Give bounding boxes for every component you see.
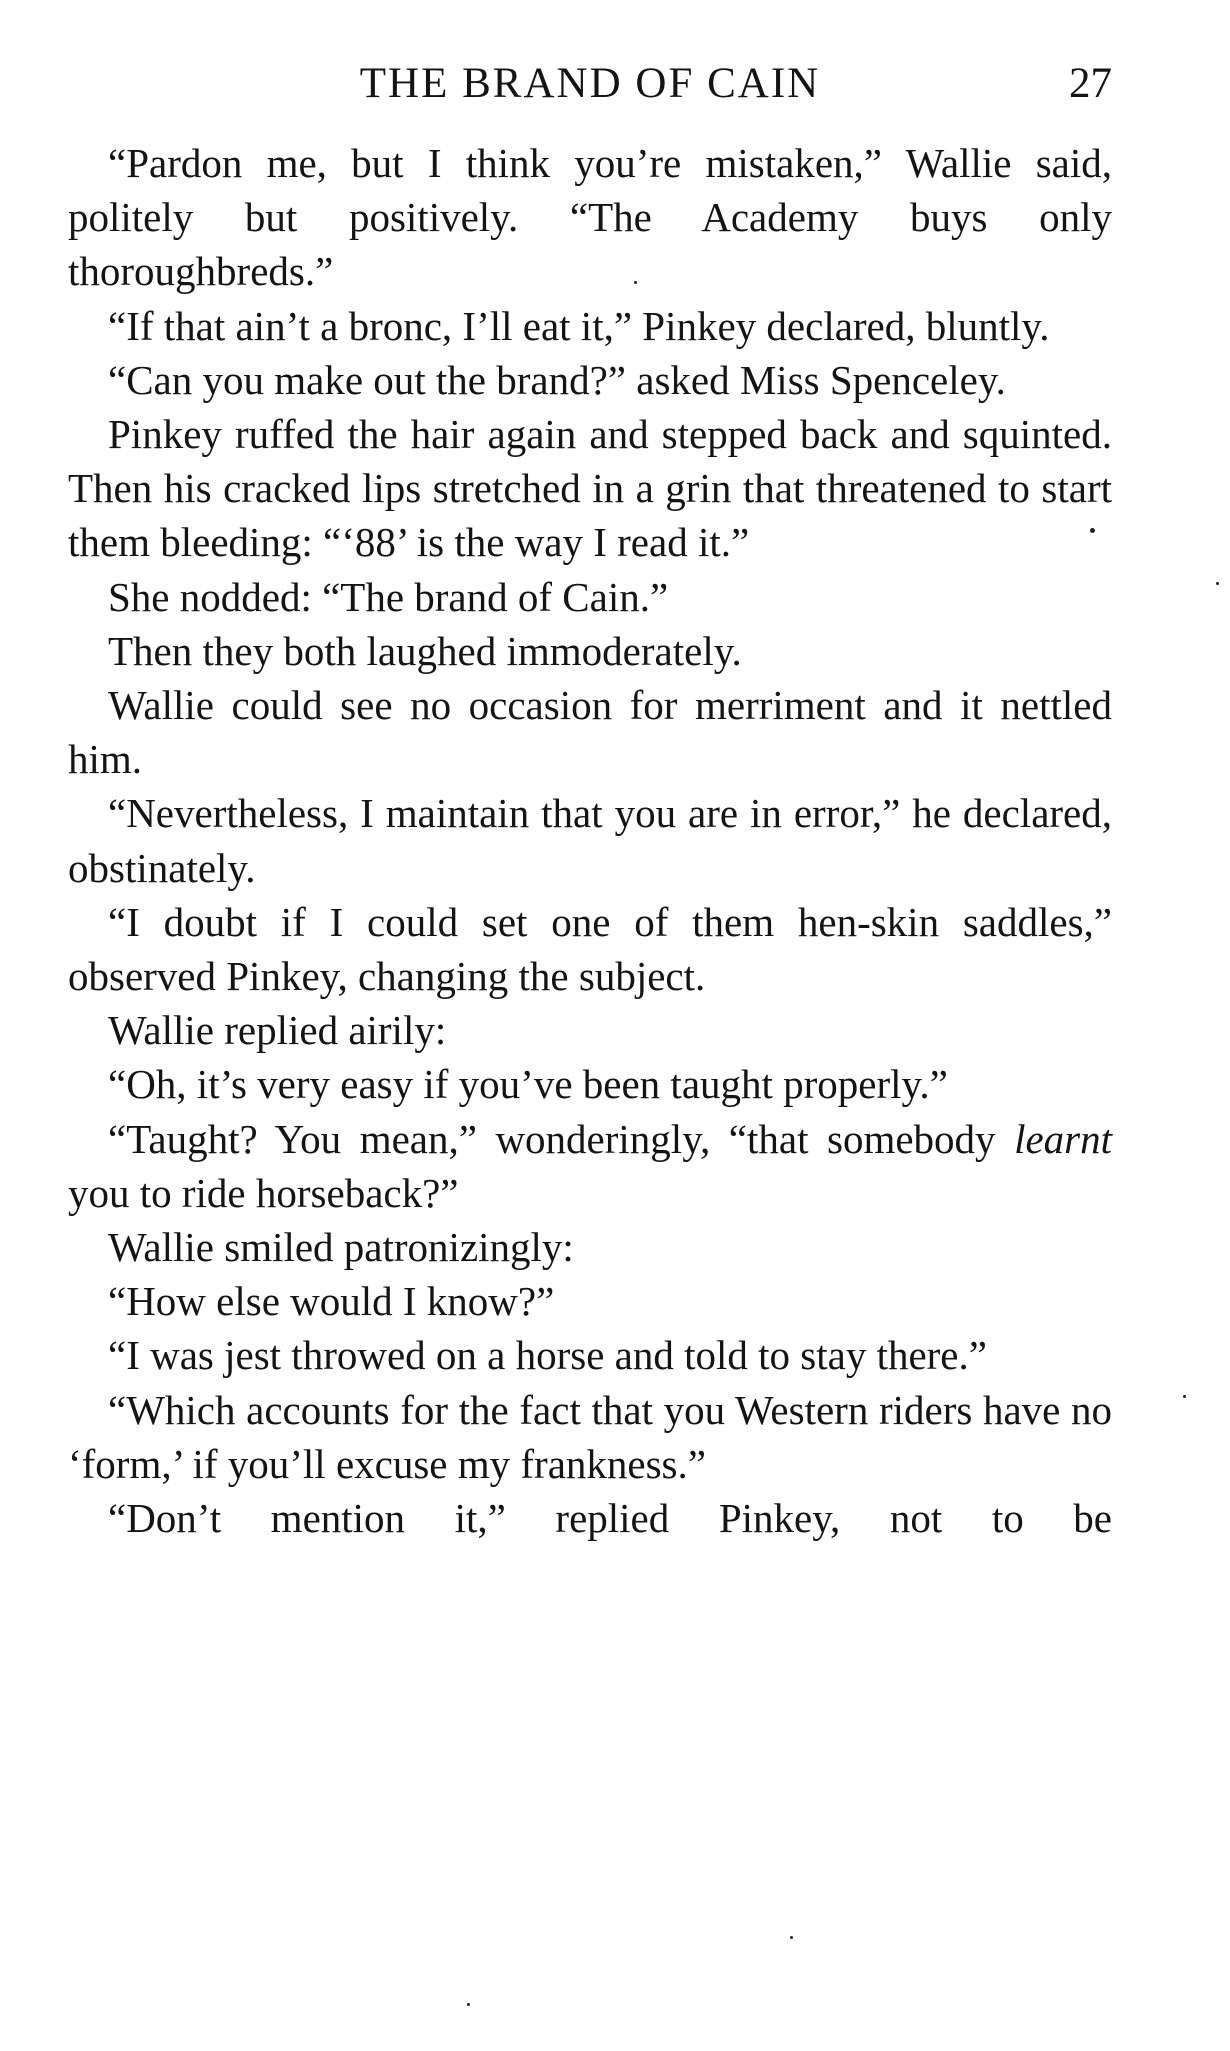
paragraph <box>68 678 1112 786</box>
print-speck <box>1183 1395 1186 1398</box>
paragraph <box>68 1274 1112 1328</box>
paragraph-text: “Which accounts for the fact that you Western riders have no ‘form,’ if you’ll excuse my frankness.” <box>68 1386 1112 1487</box>
print-speck <box>1216 582 1219 585</box>
paragraph-text: “Pardon me, but I think you’re mistaken,” Wallie said, politely but positively. “The Academy buys only thoroughbreds.” <box>68 140 1112 295</box>
italic-text: learnt <box>1014 1115 1112 1162</box>
paragraph <box>68 299 1112 353</box>
print-speck <box>634 281 637 284</box>
paragraph-text: Then they both laughed immoderately. <box>108 627 742 674</box>
paragraph <box>68 624 1112 678</box>
running-title: THE BRAND OF CAIN <box>359 60 821 107</box>
paragraph <box>68 1383 1112 1491</box>
paragraph <box>68 786 1112 894</box>
print-speck <box>1090 528 1095 533</box>
paragraph-text: “Taught? You mean,” wonderingly, “that somebody <box>108 1115 1015 1162</box>
paragraph <box>68 136 1112 299</box>
paragraph <box>68 1003 1112 1057</box>
paragraph <box>68 895 1112 1003</box>
paragraph-text: “I was jest throwed on a horse and told to stay there.” <box>108 1332 987 1379</box>
paragraph-text: “Can you make out the brand?” asked Miss Spenceley. <box>108 356 1006 403</box>
print-speck <box>467 2003 470 2006</box>
page-header <box>68 54 1112 114</box>
paragraph <box>68 1112 1112 1220</box>
paragraph-text: Wallie replied airily: <box>108 1007 447 1054</box>
paragraph <box>68 353 1112 407</box>
paragraph-text: “Don’t mention it,” replied Pinkey, not to be <box>108 1495 1112 1542</box>
paragraph-text: “Oh, it’s very easy if you’ve been taught properly.” <box>108 1061 948 1108</box>
paragraph <box>68 1328 1112 1382</box>
paragraph-text: She nodded: “The brand of Cain.” <box>108 573 669 620</box>
print-speck <box>790 1936 793 1939</box>
paragraph-text: Pinkey ruffed the hair again and stepped back and squinted. Then his cracked lips stretched in a grin that threatened to start them bleeding: “‘88’ is the way I read it.” <box>68 411 1112 566</box>
paragraph-text: “How else would I know?” <box>108 1278 555 1325</box>
paragraph <box>68 1057 1112 1111</box>
paragraph-text: you to ride horseback?” <box>68 1169 459 1216</box>
paragraph-text: Wallie could see no occasion for merriment and it nettled him. <box>68 682 1112 783</box>
paragraph <box>68 1491 1112 1545</box>
paragraph-text: Wallie smiled patronizingly: <box>108 1224 574 1271</box>
paragraph-text: “Nevertheless, I maintain that you are in error,” he declared, obstinately. <box>68 790 1112 891</box>
page-number: 27 <box>1069 60 1112 107</box>
paragraph <box>68 1220 1112 1274</box>
paragraph <box>68 570 1112 624</box>
paragraph-text: “I doubt if I could set one of them hen-skin saddles,” observed Pinkey, changing the subject. <box>68 898 1112 1000</box>
body-text <box>68 136 1112 1545</box>
paragraph <box>68 407 1112 570</box>
paragraph-text: “If that ain’t a bronc, I’ll eat it,” Pinkey declared, bluntly. <box>108 302 1050 349</box>
